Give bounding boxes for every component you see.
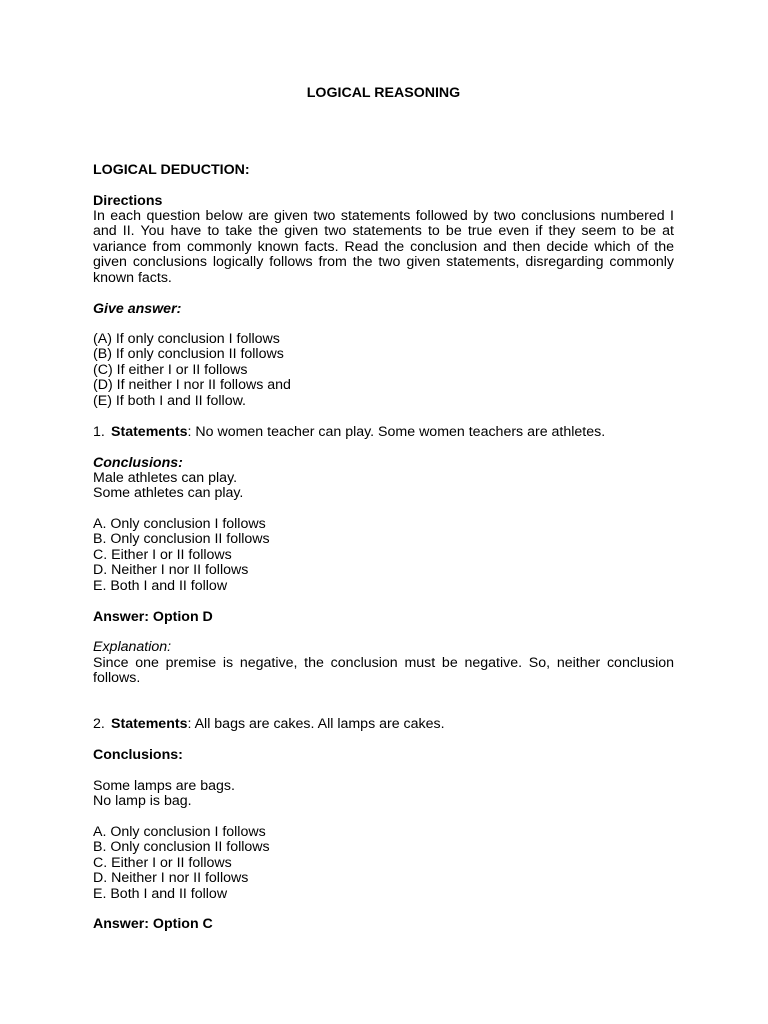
answer-key-item: (D) If neither I nor II follows and: [93, 377, 291, 394]
statements-label: Statements: [111, 716, 188, 732]
directions-text: In each question below are given two statements followed by two conclusions numbered I and II. You have to take the given two statements to be true even if they seem to be at variance from commonly known facts. Read the conclusion and then decide which of the given conclusions logically follows from the two given statements, disregarding commonly known facts.: [93, 208, 674, 286]
question-1-answer: Answer: Option D: [93, 609, 213, 625]
question-1-statements: [93, 425, 674, 440]
question-1-conclusions-label: Conclusions:: [93, 455, 183, 471]
option-item: D. Neither I nor II follows: [93, 870, 249, 887]
question-number: 1.: [93, 424, 105, 440]
document-page: [93, 0, 674, 1024]
statements-label: Statements: [111, 424, 188, 440]
option-item: E. Both I and II follow: [93, 577, 228, 594]
give-answer-heading: Give answer:: [93, 301, 182, 317]
conclusion-item: Some athletes can play.: [93, 485, 244, 502]
question-2-answer: Answer: Option C: [93, 916, 213, 932]
option-item: E. Both I and II follow: [93, 885, 228, 902]
question-1-options: [93, 517, 674, 594]
option-item: C. Either I or II follows: [93, 854, 232, 871]
question-2-statements: [93, 717, 674, 732]
option-item: A. Only conclusion I follows: [93, 824, 266, 840]
conclusion-item: Some lamps are bags.: [93, 778, 235, 794]
statements-text: : All bags are cakes. All lamps are cakes.: [187, 716, 445, 732]
option-item: C. Either I or II follows: [93, 546, 232, 563]
question-2-options: [93, 825, 674, 902]
question-2-conclusions-label: Conclusions:: [93, 747, 183, 763]
page-title: LOGICAL REASONING: [306, 85, 461, 101]
section-heading: LOGICAL DEDUCTION:: [93, 162, 250, 178]
question-2-conclusions: [93, 779, 674, 810]
conclusion-item: Male athletes can play.: [93, 470, 238, 486]
option-item: A. Only conclusion I follows: [93, 516, 266, 532]
directions-heading: Directions: [93, 193, 163, 209]
option-item: D. Neither I nor II follows: [93, 562, 249, 579]
answer-key-item: (B) If only conclusion II follows: [93, 346, 284, 363]
conclusion-item: No lamp is bag.: [93, 793, 192, 810]
answer-key-item: (A) If only conclusion I follows: [93, 331, 280, 347]
answer-key-list: [93, 332, 674, 409]
option-item: B. Only conclusion II follows: [93, 839, 270, 856]
option-item: B. Only conclusion II follows: [93, 531, 270, 548]
answer-key-item: (E) If both I and II follow.: [93, 392, 246, 409]
answer-key-item: (C) If either I or II follows: [93, 361, 248, 378]
question-1-conclusions: [93, 471, 674, 502]
statements-text: : No women teacher can play. Some women teachers are athletes.: [187, 424, 606, 440]
question-number: 2.: [93, 716, 105, 732]
question-1-explanation-text: Since one premise is negative, the conclusion must be negative. So, neither conclusion follows.: [93, 655, 674, 687]
question-1-explanation-label: Explanation:: [93, 639, 172, 655]
